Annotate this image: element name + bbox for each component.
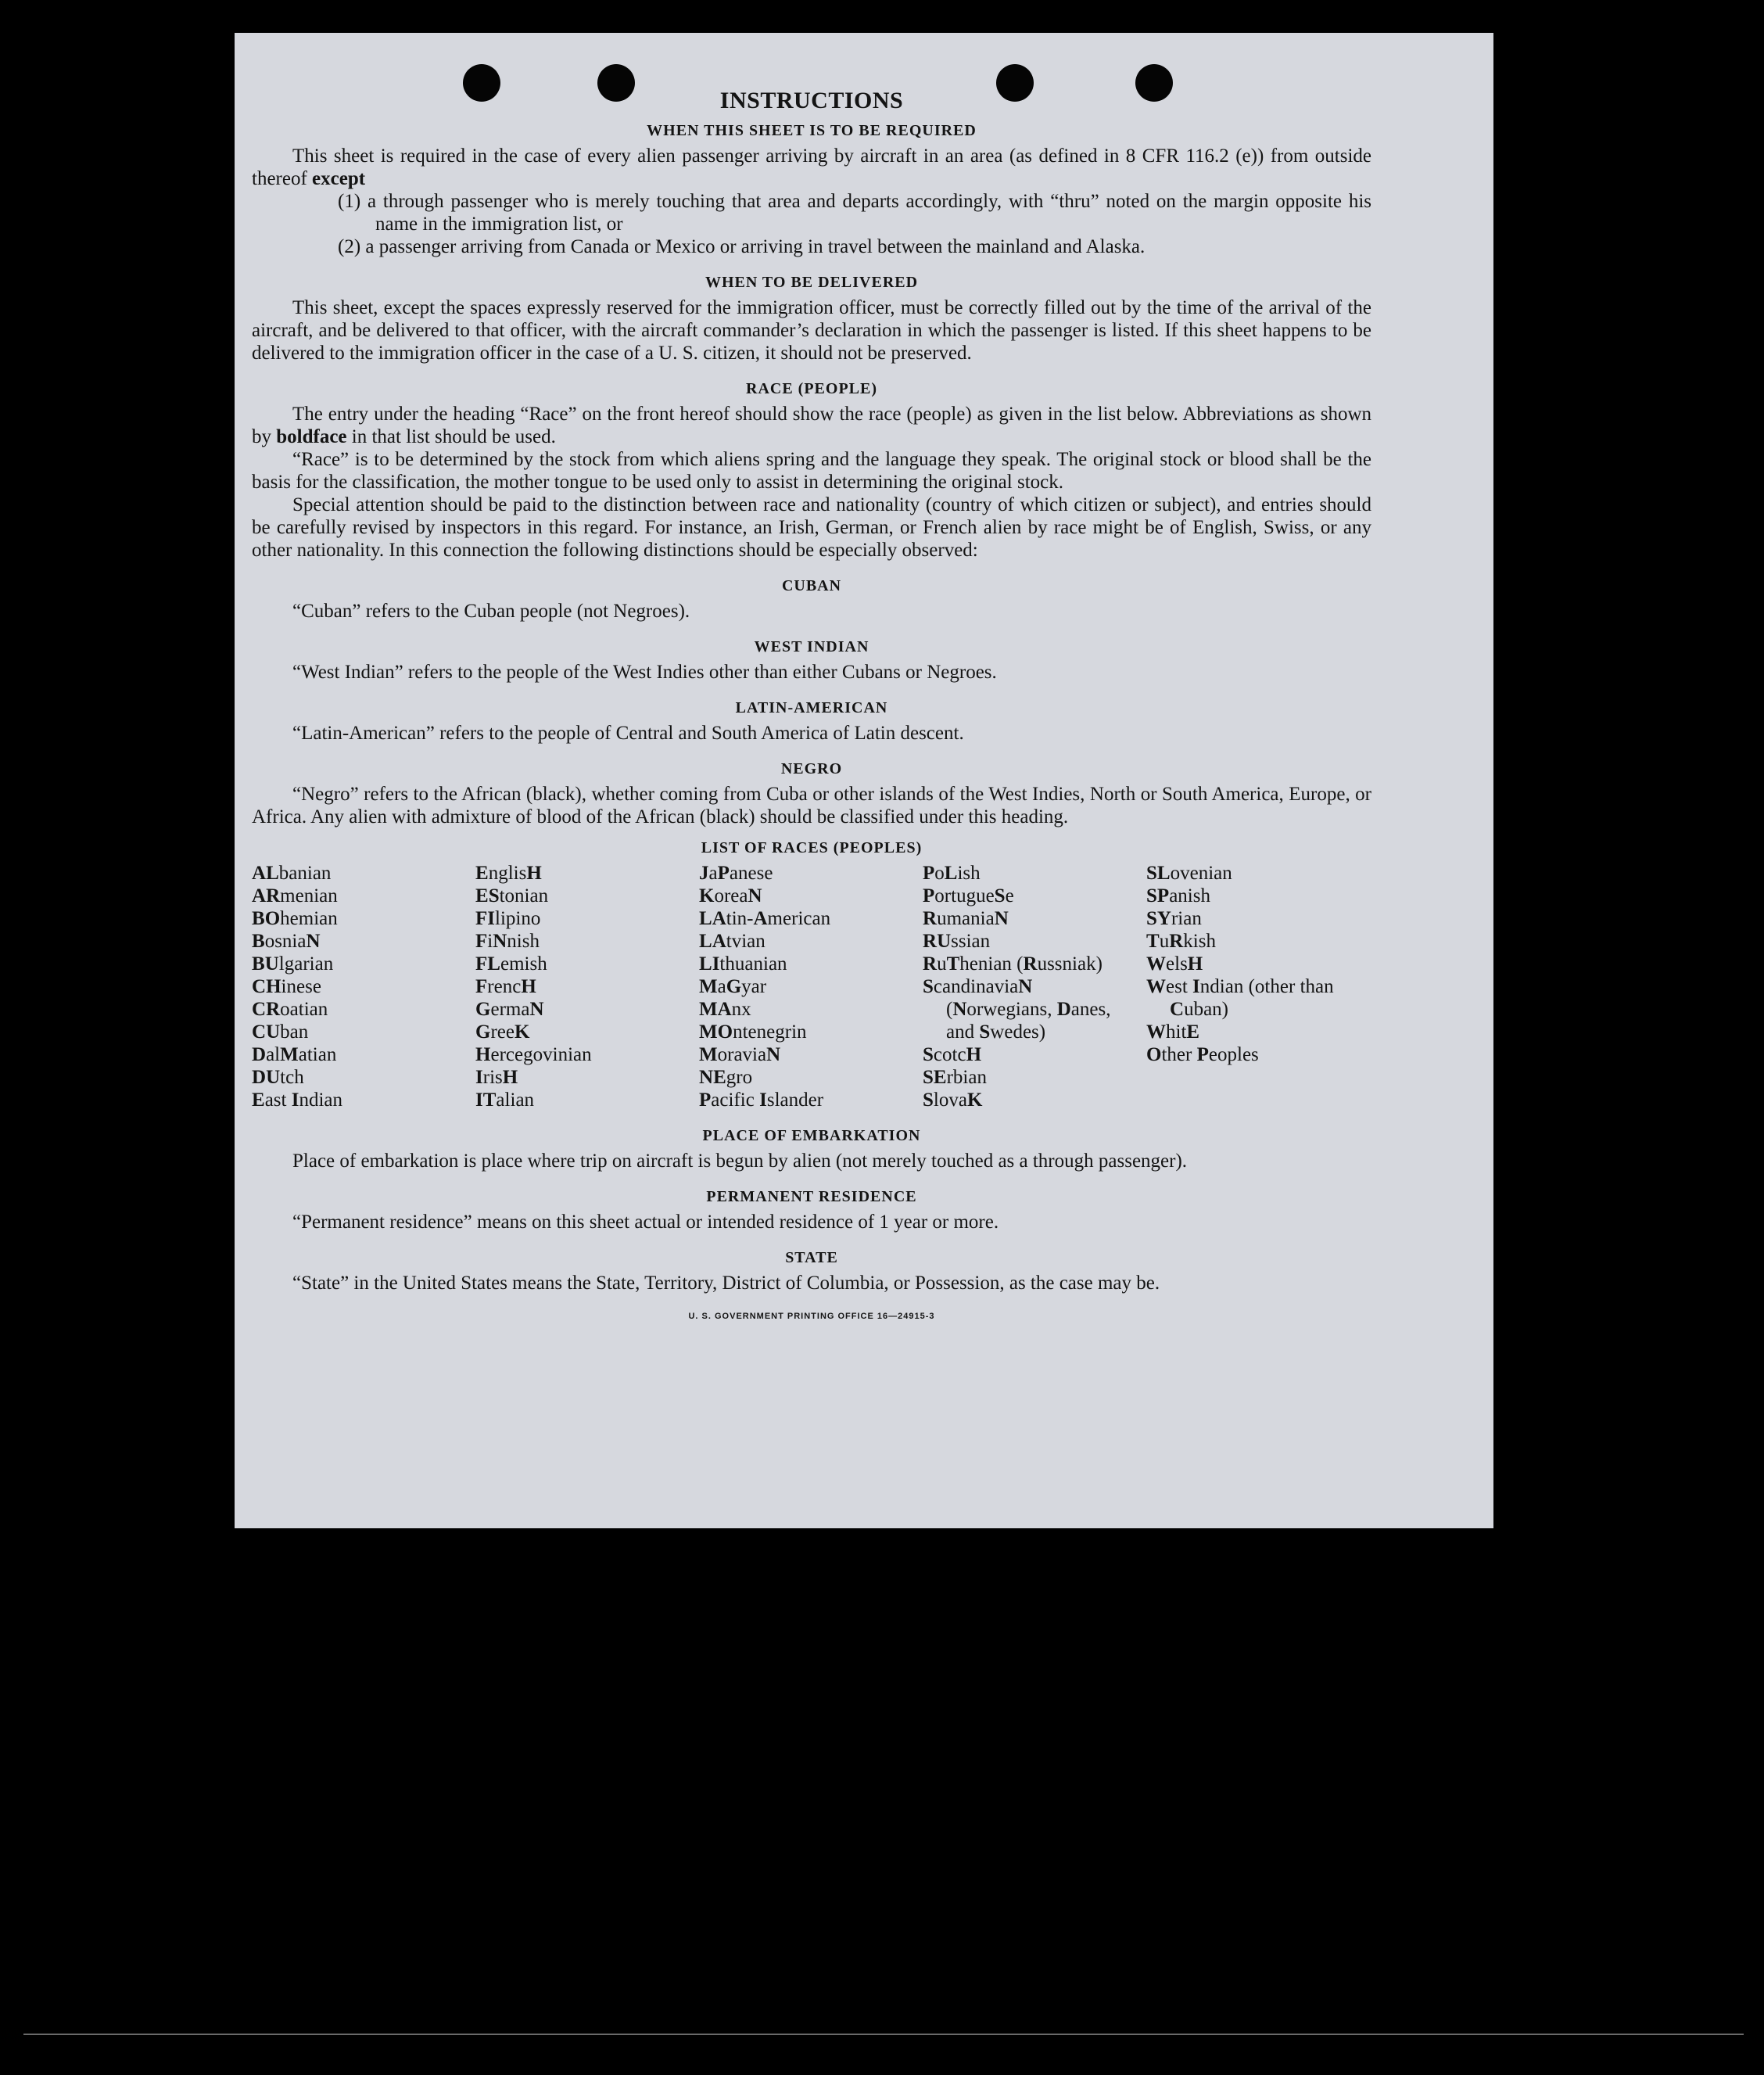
race-column xyxy=(475,862,699,1111)
race-entry: KoreaN xyxy=(699,885,762,906)
race-entry: LIthuanian xyxy=(699,953,787,975)
embarkation-text: Place of embarkation is place where trip on aircraft is begun by alien (not merely touched as a through passenger). xyxy=(292,1151,1188,1172)
section-heading-residence: PERMANENT RESIDENCE xyxy=(706,1188,917,1205)
race-entry: WhitE xyxy=(1146,1021,1200,1043)
race-entry: EnglisH xyxy=(475,863,542,884)
race-entry: EStonian xyxy=(475,885,549,906)
required-exception-1: (1) a through passenger who is merely touching that area and departs accordingly, with “thru” noted on the margin opposite his name in the immigration list, or xyxy=(338,191,1371,235)
section-heading-race: RACE (PEOPLE) xyxy=(746,380,877,397)
scan-edge-line xyxy=(23,2034,1744,2035)
page-title: INSTRUCTIONS xyxy=(719,88,904,113)
instructions-body xyxy=(252,88,1371,1321)
race-entry: PortugueSe xyxy=(923,885,1014,906)
race-entry: BUlgarian xyxy=(252,953,334,975)
race-entry: DalMatian xyxy=(252,1044,337,1065)
race-entry: SErbian xyxy=(923,1067,987,1088)
race-paragraph-2: “Race” is to be determined by the stock from which aliens spring and the language they speak. The original stock or blood shall be the basis for the classification, the mother tongue to be used only to assist in determining the original stock. xyxy=(252,449,1371,493)
race-list-table xyxy=(252,862,1371,1111)
race-entry: FiNnish xyxy=(475,931,540,952)
race-entry: Pacific Islander xyxy=(699,1090,824,1111)
race-entry: MoraviaN xyxy=(699,1044,781,1065)
section-heading-delivered: WHEN TO BE DELIVERED xyxy=(705,274,919,291)
race-entry: RumaniaN xyxy=(923,908,1009,929)
race-column xyxy=(252,862,475,1111)
race-entry: FLemish xyxy=(475,953,547,975)
west-indian-text: “West Indian” refers to the people of the West Indies other than either Cubans or Negroes. xyxy=(292,662,997,683)
race-entry: MAnx xyxy=(699,999,751,1020)
race-entry: ARmenian xyxy=(252,885,338,906)
section-heading-embarkation: PLACE OF EMBARKATION xyxy=(702,1127,921,1144)
race-entry: SLovenian xyxy=(1146,863,1232,884)
race-entry: FIlipino xyxy=(475,908,541,929)
race-entry: MaGyar xyxy=(699,976,767,997)
race-entry: SPanish xyxy=(1146,885,1210,906)
race-entry: TuRkish xyxy=(1146,931,1216,952)
race-entry: GermaN xyxy=(475,999,544,1020)
race-entry: ScotcH xyxy=(923,1044,982,1065)
race-entry: West Indian (other than Cuban) xyxy=(1146,976,1334,1020)
race-entry: LAtvian xyxy=(699,931,765,952)
race-paragraph-1: The entry under the heading “Race” on the front hereof should show the race (people) as given in the list below. Abbreviations as shown by boldface in that list should be used. xyxy=(252,404,1371,447)
cuban-text: “Cuban” refers to the Cuban people (not Negroes). xyxy=(292,601,690,622)
race-entry: WelsH xyxy=(1146,953,1203,975)
race-entry: PoLish xyxy=(923,863,981,884)
race-entry: ALbanian xyxy=(252,863,332,884)
race-entry: MOntenegrin xyxy=(699,1021,807,1043)
race-entry: JaPanese xyxy=(699,863,773,884)
race-entry: DUtch xyxy=(252,1067,304,1088)
required-intro: This sheet is required in the case of every alien passenger arriving by aircraft in an area (as defined in 8 CFR 116.2 (e)) from outside thereof except xyxy=(252,145,1371,189)
race-paragraph-3: Special attention should be paid to the distinction between race and nationality (country of which citizen or subject), and entries should be carefully revised by inspectors in this regard. For instance, an Irish, German, or French alien by race might be of English, Swiss, or any other nationality. In this connection the following distinctions should be especially observed: xyxy=(252,494,1371,561)
race-column xyxy=(1146,862,1371,1111)
race-entry: Other Peoples xyxy=(1146,1044,1259,1065)
race-entry: GreeK xyxy=(475,1021,530,1043)
delivered-text: This sheet, except the spaces expressly reserved for the immigration officer, must be correctly filled out by the time of the arrival of the aircraft, and be delivered to that officer, with the aircraft commander’s declaration in which the passenger is listed. If this sheet happens to be delivered to the immigration officer in the case of a U. S. citizen, it should not be preserved. xyxy=(252,297,1371,364)
race-entry: SYrian xyxy=(1146,908,1202,929)
state-text: “State” in the United States means the State, Territory, District of Columbia, or Possession, as the case may be. xyxy=(292,1273,1160,1294)
race-entry: Hercegovinian xyxy=(475,1044,592,1065)
race-entry: ScandinaviaN (Norwegians, Danes, and Swedes) xyxy=(923,976,1111,1043)
race-entry: FrencH xyxy=(475,976,536,997)
race-entry: RUssian xyxy=(923,931,991,952)
race-column xyxy=(699,862,923,1111)
race-entry: CHinese xyxy=(252,976,321,997)
race-entry: RuThenian (Russniak) xyxy=(923,953,1102,975)
document-page xyxy=(235,33,1493,1528)
race-entry: BOhemian xyxy=(252,908,338,929)
section-heading-west-indian: WEST INDIAN xyxy=(754,638,869,655)
race-entry: SlovaK xyxy=(923,1090,983,1111)
race-entry: NEgro xyxy=(699,1067,753,1088)
race-entry: IrisH xyxy=(475,1067,518,1088)
latin-american-text: “Latin-American” refers to the people of Central and South America of Latin descent. xyxy=(292,723,964,744)
negro-text: “Negro” refers to the African (black), whether coming from Cuba or other islands of the West Indies, North or South America, Europe, or Africa. Any alien with admixture of blood of the African (black) should be classified under this heading. xyxy=(252,784,1371,827)
section-heading-negro: NEGRO xyxy=(780,760,843,777)
race-column xyxy=(923,862,1146,1111)
race-entry: LAtin-American xyxy=(699,908,831,929)
race-entry: CUban xyxy=(252,1021,309,1043)
race-entry: East Indian xyxy=(252,1090,343,1111)
section-heading-cuban: CUBAN xyxy=(781,577,842,594)
printer-imprint: U. S. GOVERNMENT PRINTING OFFICE 16—24915-3 xyxy=(688,1312,935,1321)
residence-text: “Permanent residence” means on this sheet actual or intended residence of 1 year or more. xyxy=(292,1212,999,1233)
section-heading-latin-american: LATIN-AMERICAN xyxy=(735,699,888,716)
race-entry: ITalian xyxy=(475,1090,535,1111)
section-heading-required: WHEN THIS SHEET IS TO BE REQUIRED xyxy=(647,122,977,139)
race-entry: BosniaN xyxy=(252,931,321,952)
section-heading-state: STATE xyxy=(785,1249,838,1266)
required-exception-2: (2) a passenger arriving from Canada or Mexico or arriving in travel between the mainland and Alaska. xyxy=(338,236,1146,257)
section-heading-list-of-races: LIST OF RACES (PEOPLES) xyxy=(701,839,923,856)
race-entry: CRoatian xyxy=(252,999,328,1020)
